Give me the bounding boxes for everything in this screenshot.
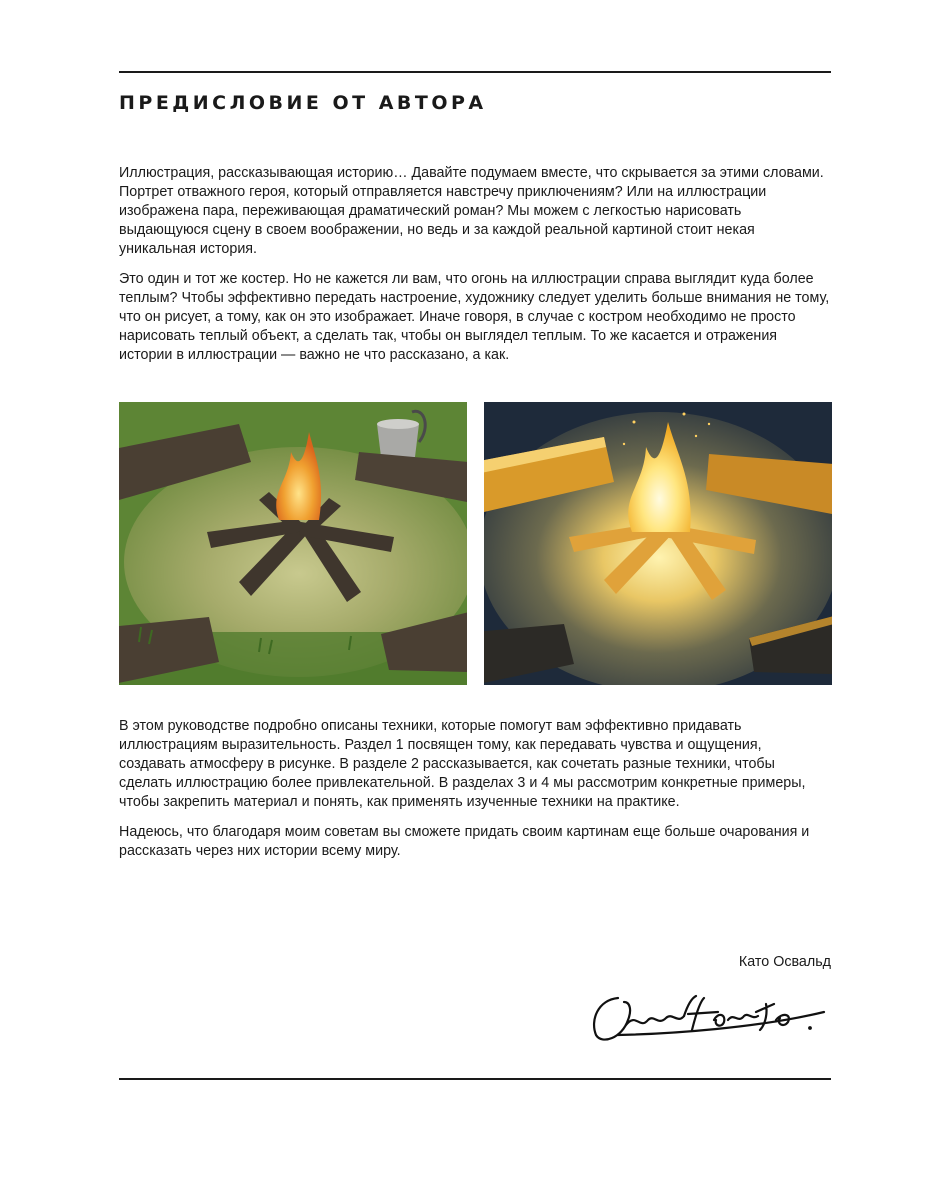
top-divider [119, 71, 831, 73]
author-name: Като Освальд [738, 954, 831, 970]
bottom-divider [119, 1078, 831, 1080]
paragraph: В этом руководстве подробно описаны техники, которые помогут вам эффективно придавать иллюстрациям выразительность. Раздел 1 посвящен тому, как передавать чувства и ощущения, создавать атмосферу в рисунке. В разделе 2 рассказывается, как сочетать разные техники, чтобы сделать иллюстрацию более привлекательной. В разделах 3 и 4 мы рассмотрим конкретные примеры, чтобы закрепить материал и понять, как применять изученные техники на практике. [119, 718, 806, 810]
paragraph: Это один и тот же костер. Но не кажется ли вам, что огонь на иллюстрации справа выглядит куда более теплым? Чтобы эффективно передать настроение, художнику следует уделить больше внимания не тому, что он рисует, а тому, как он это изображает. Иначе говоря, в случае с костром необходимо не просто нарисовать теплый объект, а сделать так, чтобы он выглядел теплым. То же касается и отражения истории в иллюстрации — важно не что рассказано, а как. [119, 271, 830, 363]
paragraph: Надеюсь, что благодаря моим советам вы сможете придать своим картинам еще больше очарования и рассказать через них истории всему миру. [119, 824, 810, 859]
page-title: ПРЕДИСЛОВИЕ ОТ АВТОРА [119, 92, 487, 114]
closing-text [119, 717, 831, 872]
handwritten-signature [588, 990, 833, 1050]
campfire-illustration-night [484, 402, 832, 685]
intro-text [119, 164, 831, 376]
paragraph: Иллюстрация, рассказывающая историю… Давайте подумаем вместе, что скрывается за этими словами. Портрет отважного героя, который отправляется навстречу приключениям? Или на иллюстрации изображена пара, переживающая драматический роман? Мы можем с легкостью нарисовать выдающуюся сцену в своем воображении, но ведь и за каждой реальной картиной стоит некая уникальная история. [119, 165, 824, 257]
campfire-illustration-day [119, 402, 467, 685]
